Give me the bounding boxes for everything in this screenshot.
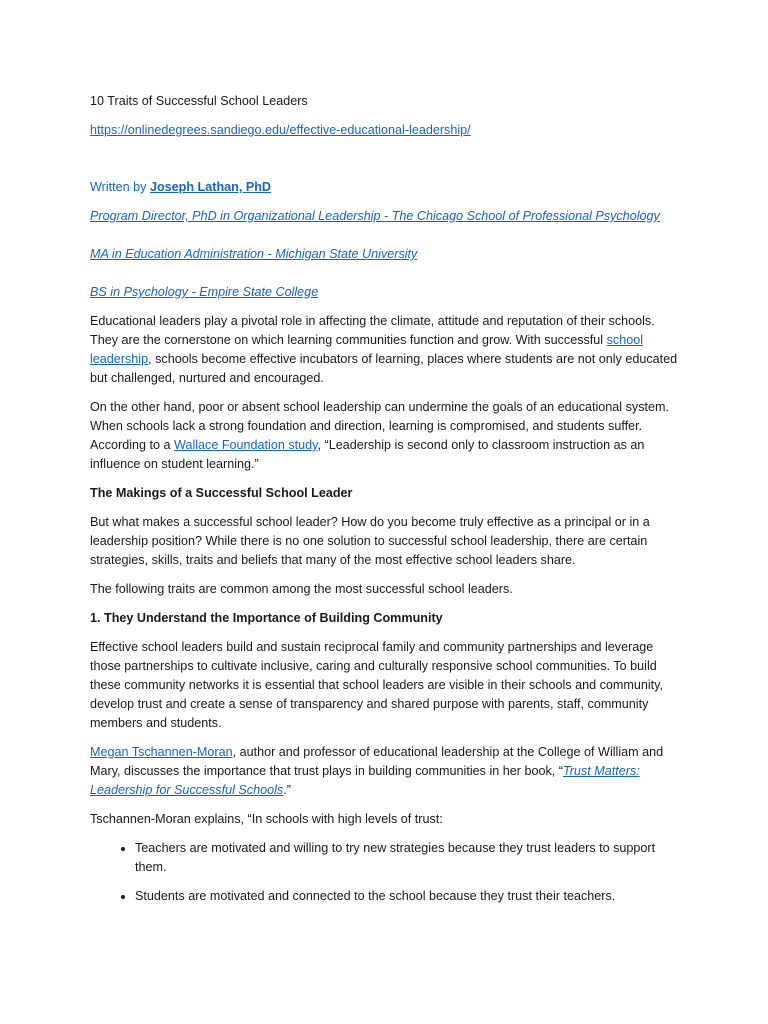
paragraph-intro — [90, 312, 680, 388]
credential-3 — [90, 283, 680, 302]
wallace-foundation-link[interactable]: Wallace Foundation study — [174, 438, 318, 452]
paragraph-intro-text-b: , schools become effective incubators of learning, places where students are not only educated but challenged, nurtured and encouraged. — [90, 352, 678, 385]
paragraph-poor-leadership — [90, 398, 680, 474]
paragraph-following-traits: The following traits are common among the most successful school leaders. — [90, 582, 513, 596]
paragraph-poor-leadership-text-b: , “Leadership is second only to classroom instruction as an influence on student learning.” — [90, 438, 645, 471]
megan-tschannen-moran-link[interactable]: Megan Tschannen-Moran — [90, 745, 233, 759]
credential-link-1[interactable]: Program Director, PhD in Organizational Leadership - The Chicago School of Professional Psychology — [90, 209, 660, 223]
bullet-item-students: • Students are motivated and connected to the school because they trust their teachers. — [135, 887, 680, 906]
paragraph-tschannen-moran-text-a: , author and professor of educational leadership at the College of William and Mary, discusses the importance that trust plays in building communities in her book, “ — [90, 745, 664, 778]
section-heading-community: 1. They Understand the Importance of Building Community — [90, 611, 443, 625]
school-leadership-link[interactable]: school leadership — [90, 333, 644, 366]
source-url-paragraph — [90, 121, 680, 140]
credential-link-3[interactable]: BS in Psychology - Empire State College — [90, 285, 319, 299]
trust-bullet-list — [90, 839, 680, 906]
credential-2 — [90, 245, 680, 264]
paragraph-explains: Tschannen-Moran explains, “In schools with high levels of trust: — [90, 812, 443, 826]
section-heading-makings: The Makings of a Successful School Leader — [90, 486, 353, 500]
paragraph-intro-text-a: Educational leaders play a pivotal role in affecting the climate, attitude and reputation of their schools. They are the cornerstone on which learning communities function and grow. With successful — [90, 314, 655, 347]
document-body — [90, 92, 680, 916]
paragraph-community: Effective school leaders build and sustain reciprocal family and community partnerships and leverage those partnerships to cultivate inclusive, caring and culturally responsive school communities. To build these community networks it is essential that school leaders are visible in their schools and community, develop trust and create a sense of transparency and shared purpose with parents, staff, community members and students. — [90, 640, 664, 730]
author-byline[interactable] — [90, 178, 680, 197]
trust-matters-book-link[interactable]: Trust Matters: Leadership for Successful Schools — [90, 764, 640, 797]
paragraph-what-makes: But what makes a successful school leader? How do you become truly effective as a principal or in a leadership position? While there is no one solution to successful school leadership, there are certain strategies, skills, traits and beliefs that many of the most effective school leaders share. — [90, 515, 650, 567]
bullet-item-teachers: • Teachers are motivated and willing to try new strategies because they trust leaders to support them. — [135, 839, 680, 877]
paragraph-tschannen-moran-text-b: .” — [283, 783, 291, 797]
author-name-link[interactable]: Joseph Lathan, PhD — [149, 180, 272, 194]
source-url-link[interactable]: https://onlinedegrees.sandiego.edu/effective-educational-leadership/ — [90, 123, 471, 137]
paragraph-poor-leadership-text-a: On the other hand, poor or absent school leadership can undermine the goals of an educational system. When schools lack a strong foundation and direction, learning is compromised, and students suffer. According to a — [90, 400, 669, 452]
paragraph-tschannen-moran — [90, 743, 680, 800]
credential-link-2[interactable]: MA in Education Administration - Michigan State University — [90, 247, 418, 261]
credential-1 — [90, 207, 680, 226]
written-by-label[interactable]: Written by — [90, 180, 150, 194]
document-title: 10 Traits of Successful School Leaders — [90, 94, 308, 108]
